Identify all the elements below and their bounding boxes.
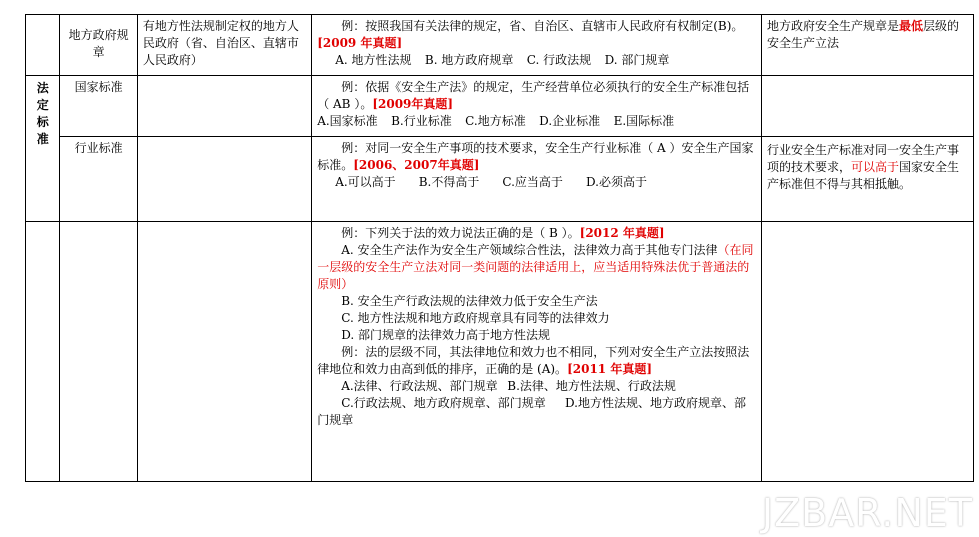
question-text: 例：下列关于法的效力说法正确的是（ B ）。 bbox=[341, 226, 580, 240]
option: D.必须高于 bbox=[585, 175, 647, 189]
category-label: 法定标准 bbox=[36, 81, 49, 146]
note-cell-empty bbox=[761, 222, 973, 482]
option: B.不得高于 bbox=[418, 175, 480, 189]
question-text: 例：依据《安全生产法》的规定，生产经营单位必须执行的安全生产标准包括（ AB ）。 bbox=[317, 80, 750, 111]
description-cell bbox=[137, 15, 311, 76]
table-row bbox=[26, 137, 974, 222]
example-cell bbox=[312, 137, 762, 222]
watermark: JZBAR.NET bbox=[761, 491, 973, 535]
options-line bbox=[317, 52, 756, 69]
subcategory-label: 地方政府规 章 bbox=[68, 28, 141, 59]
table-row bbox=[26, 222, 974, 482]
note-text: 地方政府安全生产规章是 bbox=[766, 19, 899, 33]
note-cell bbox=[761, 15, 973, 76]
option: B.法律、地方性法规、行政法规 bbox=[507, 379, 676, 393]
example-cell bbox=[312, 76, 762, 137]
note-cell bbox=[761, 137, 973, 222]
option: D. 部门规章的法律效力高于地方性法规 bbox=[341, 328, 551, 342]
description-cell-empty bbox=[137, 222, 311, 482]
description-text: 有地方性法规制定权的地方人民政府（省、自治区、直辖市人民政府） bbox=[142, 19, 299, 67]
option: A.国家标准 bbox=[317, 114, 378, 128]
option: C.行政法规、地方政府规章、部门规章 bbox=[341, 396, 546, 410]
option: D. 部门规章 bbox=[604, 53, 670, 67]
options-line bbox=[317, 113, 756, 130]
exam-tag: [2009年真题] bbox=[372, 97, 454, 111]
exam-tag: [2011 年真题] bbox=[567, 362, 652, 376]
exam-tag: [2009 年真题] bbox=[317, 36, 403, 50]
option: C. 地方性法规和地方政府规章具有同等的法律效力 bbox=[341, 311, 610, 325]
example-cell bbox=[312, 222, 762, 482]
subcategory-label: 国家标准 bbox=[74, 80, 123, 94]
question-text: 例：对同一安全生产事项的技术要求，安全生产行业标准（ A ）安全生产国家标准。 bbox=[317, 141, 754, 172]
option: A. 安全生产法作为安全生产领域综合性法，法律效力高于其他专门法律 bbox=[341, 243, 718, 257]
subcategory-cell bbox=[60, 15, 141, 76]
question-text: 例：法的层级不同，其法律地位和效力也不相同，下列对安全生产立法按照法律地位和效力由高到低的排序，正确的是 (A)。 bbox=[317, 345, 750, 376]
subcategory-cell-empty bbox=[60, 222, 137, 482]
description-cell-empty bbox=[137, 137, 311, 222]
category-cell bbox=[26, 76, 60, 222]
option: A.可以高于 bbox=[335, 175, 396, 189]
table-row bbox=[26, 76, 974, 137]
option: E.国际标准 bbox=[613, 114, 675, 128]
note-text: 行业安全生产标准对同一安全生产事项的技术要求， bbox=[766, 143, 959, 174]
category-cell-empty bbox=[26, 222, 60, 482]
note-highlight: 可以高于 bbox=[851, 160, 900, 174]
option: B. 地方政府规章 bbox=[424, 53, 514, 67]
exam-tag: [2012 年真题] bbox=[579, 226, 665, 240]
option: B. 安全生产行政法规的法律效力低于安全生产法 bbox=[341, 294, 598, 308]
option: C.地方标准 bbox=[465, 114, 526, 128]
note-text: 国家安全生产标准但不得与其相抵触。 bbox=[766, 160, 960, 191]
option: C. 行政法规 bbox=[526, 53, 592, 67]
note-highlight: 最低 bbox=[899, 19, 924, 33]
subcategory-cell bbox=[60, 76, 137, 137]
example-cell bbox=[312, 15, 762, 76]
option: D.地方性法规、地方政府规章、部门规章 bbox=[317, 396, 746, 427]
table-row bbox=[26, 15, 974, 76]
note-cell-empty bbox=[761, 76, 973, 137]
description-cell-empty bbox=[137, 76, 311, 137]
category-cell-empty bbox=[26, 15, 60, 76]
question-text: 例：按照我国有关法律的规定，省、自治区、直辖市人民政府有权制定(B)。 bbox=[341, 19, 744, 33]
option: A.法律、行政法规、部门规章 bbox=[341, 379, 498, 393]
option: A. 地方性法规 bbox=[335, 53, 412, 67]
option: B.行业标准 bbox=[391, 114, 452, 128]
subcategory-cell bbox=[60, 137, 137, 222]
regulation-table bbox=[25, 14, 974, 482]
options-line bbox=[317, 174, 756, 191]
subcategory-label: 行业标准 bbox=[74, 141, 123, 155]
option-annotation: （在同一层级的安全生产立法对同一类问题的法律适用上，应当适用特殊法优于普通法的原则） bbox=[317, 243, 754, 291]
note-text: 层级的安全生产立法 bbox=[766, 19, 960, 50]
option: C.应当高于 bbox=[502, 175, 563, 189]
option: D.企业标准 bbox=[539, 114, 601, 128]
exam-tag: [2006、2007年真题] bbox=[353, 158, 480, 172]
